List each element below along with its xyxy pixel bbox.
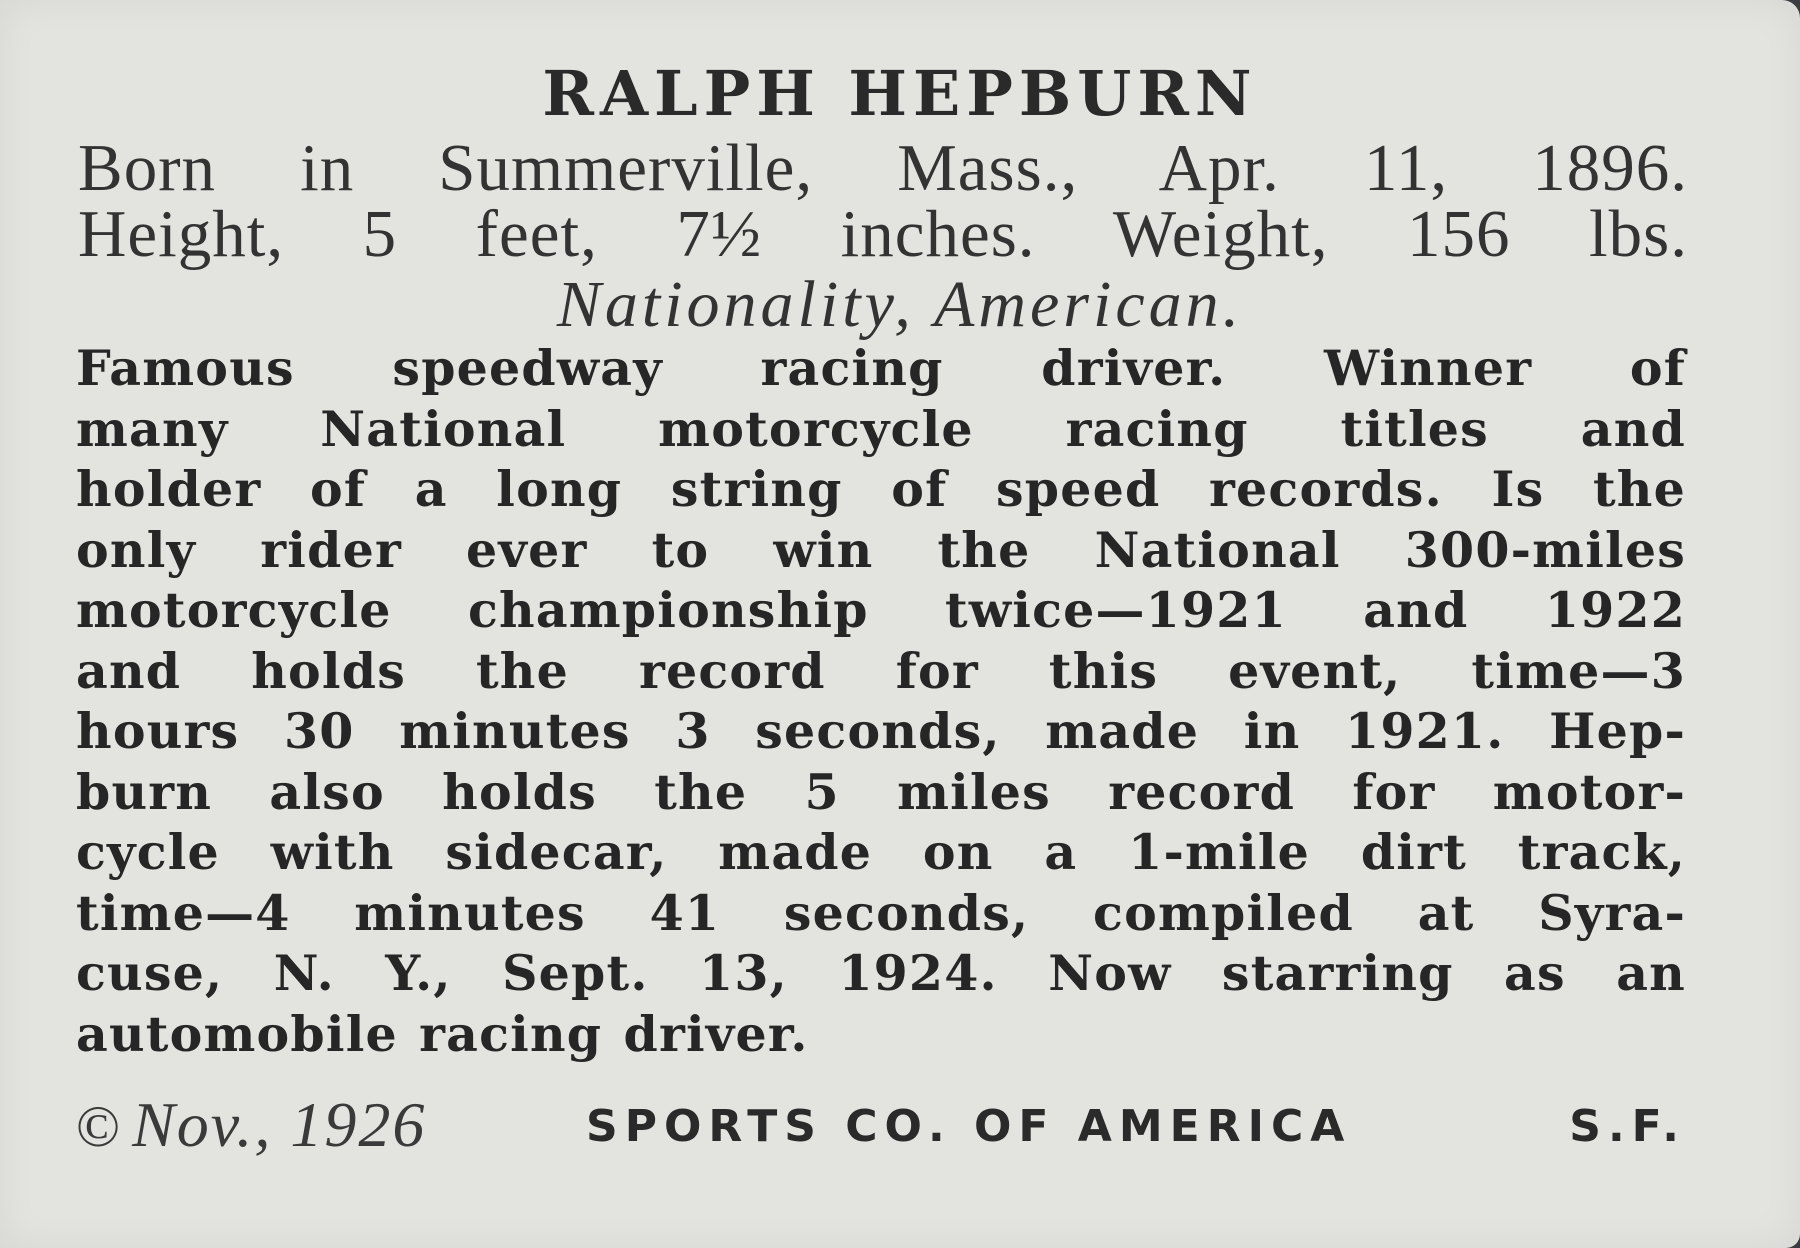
publisher-city: S.F. xyxy=(1569,1101,1686,1152)
biography-line: time—4 minutes 41 seconds, compiled at Syra- xyxy=(76,883,1686,942)
biography-text xyxy=(76,338,1686,1064)
biography-line: cuse, N. Y., Sept. 13, 1924. Now starring as an xyxy=(76,944,1686,1002)
biography-line: and holds the record for this event, time—3 xyxy=(76,641,1686,700)
height-weight-info: Height, 5 feet, 7½ inches. Weight, 156 lbs. xyxy=(78,197,1688,271)
card-footer xyxy=(76,1085,1686,1165)
copyright-notice xyxy=(76,1085,426,1167)
biography-line: Famous speedway racing driver. Winner of xyxy=(76,339,1686,397)
copyright-date: Nov., 1926 xyxy=(132,1089,427,1160)
biography-line: burn also holds the 5 miles record for motor- xyxy=(76,762,1686,821)
biography-line: cycle with sidecar, made on a 1-mile dirt track, xyxy=(76,823,1686,881)
biography-line: automobile racing driver. xyxy=(76,1004,809,1063)
publisher-name: SPORTS CO. OF AMERICA xyxy=(586,1101,1352,1152)
player-name-heading: RALPH HEPBURN xyxy=(542,57,1258,130)
biography-line: motorcycle championship twice—1921 and 1922 xyxy=(76,581,1686,639)
biography-line: only rider ever to win the National 300-miles xyxy=(76,520,1686,579)
biography-line: many National motorcycle racing titles and xyxy=(76,399,1686,458)
copyright-icon: © xyxy=(76,1094,123,1159)
biography-line: hours 30 minutes 3 seconds, made in 1921. Hep- xyxy=(76,702,1686,760)
birth-info: Born in Summerville, Mass., Apr. 11, 1896. xyxy=(78,131,1688,205)
nationality-info: Nationality, American. xyxy=(556,268,1244,341)
biography-line: holder of a long string of speed records. Is the xyxy=(76,460,1686,518)
